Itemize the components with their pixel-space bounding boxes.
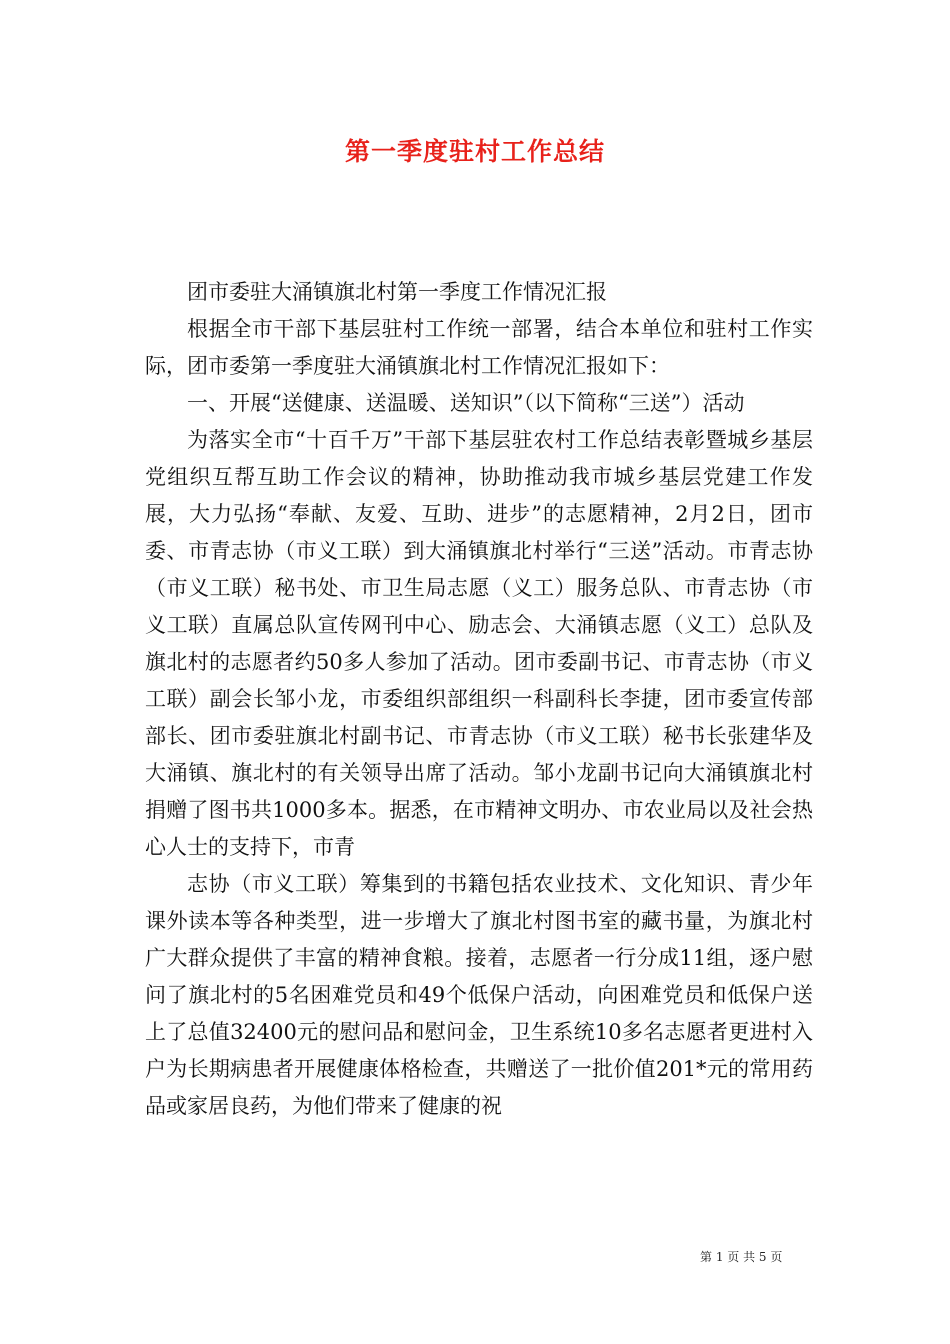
paragraph-report-heading: 团市委驻大涌镇旗北村第一季度工作情况汇报 <box>187 280 607 304</box>
paragraph-book-donation: 志协（市义工联）筹集到的书籍包括农业技术、文化知识、青少年课外读本等各种类型，进一步增大了旗北村图书室的藏书量，为旗北村广大群众提供了丰富的精神食粮。接着，志愿者一行分成11组，逐户慰问了旗北村的5名困难党员和49个低保户活动，向困难党员和低保户送上了总值32400元的慰问品和慰问金，卫生系统10多名志愿者更进村入户为长期病患者开展健康体格检查，共赠送了一批价值201*元的常用药品或家居良药，为他们带来了健康的祝 <box>145 872 813 1118</box>
paragraph-activity-details: 为落实全市“十百千万”干部下基层驻农村工作总结表彰暨城乡基层党组织互帮互助工作会议的精神，协助推动我市城乡基层党建工作发展，大力弘扬“奉献、友爱、互助、进步”的志愿精神，2月2日，团市委、市青志协（市义工联）到大涌镇旗北村举行“三送”活动。市青志协（市义工联）秘书处、市卫生局志愿（义工）服务总队、市青志协（市义工联）直属总队宣传网刊中心、励志会、大涌镇志愿（义工）总队及旗北村的志愿者约50多人参加了活动。团市委副书记、市青志协（市义工联）副会长邹小龙，市委组织部组织一科副科长李捷，团市委宣传部部长、团市委驻旗北村副书记、市青志协（市义工联）秘书长张建华及大涌镇、旗北村的有关领导出席了活动。邹小龙副书记向大涌镇旗北村捐赠了图书共1000多本。据悉，在市精神文明办、市农业局以及社会热心人士的支持下，市青 <box>145 428 813 859</box>
paragraph-section-one-heading: 一、开展“送健康、送温暖、送知识”（以下简称“三送”）活动 <box>187 391 745 415</box>
page-indicator: 第 1 页 共 5 页 <box>700 1250 783 1264</box>
paragraph-intro: 根据全市干部下基层驻村工作统一部署，结合本单位和驻村工作实际，团市委第一季度驻大涌镇旗北村工作情况汇报如下： <box>145 317 813 378</box>
document-title: 第一季度驻村工作总结 <box>344 137 605 166</box>
document-body <box>145 274 813 1125</box>
